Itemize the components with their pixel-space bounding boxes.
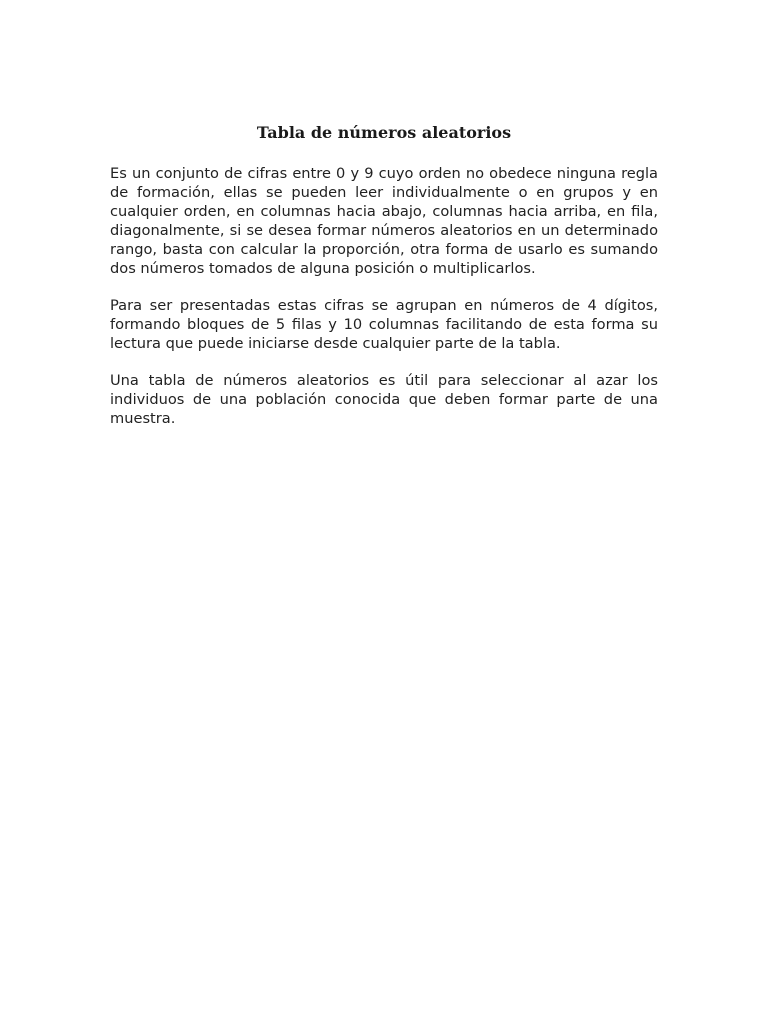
- paragraph-definition: Es un conjunto de cifras entre 0 y 9 cuyo orden no obedece ninguna regla de formación, ellas se pueden leer individualmente o en grupos y en cualquier orden, en columnas hacia abajo, columnas hacia arriba, en fila, diagonalmente, si se desea formar números aleatorios en un determinado rango, basta con calcular la proporción, otra forma de usarlo es sumando dos números tomados de alguna posición o multiplicarlos.: [110, 165, 658, 277]
- document-body: [110, 122, 658, 446]
- paragraph-usage: Una tabla de números aleatorios es útil para seleccionar al azar los individuos de una población conocida que deben formar parte de una muestra.: [110, 372, 658, 427]
- document-title: Tabla de números aleatorios: [256, 123, 512, 142]
- paragraph-presentation: Para ser presentadas estas cifras se agrupan en números de 4 dígitos, formando bloques de 5 filas y 10 columnas facilitando de esta forma su lectura que puede iniciarse desde cualquier parte de la tabla.: [110, 297, 658, 352]
